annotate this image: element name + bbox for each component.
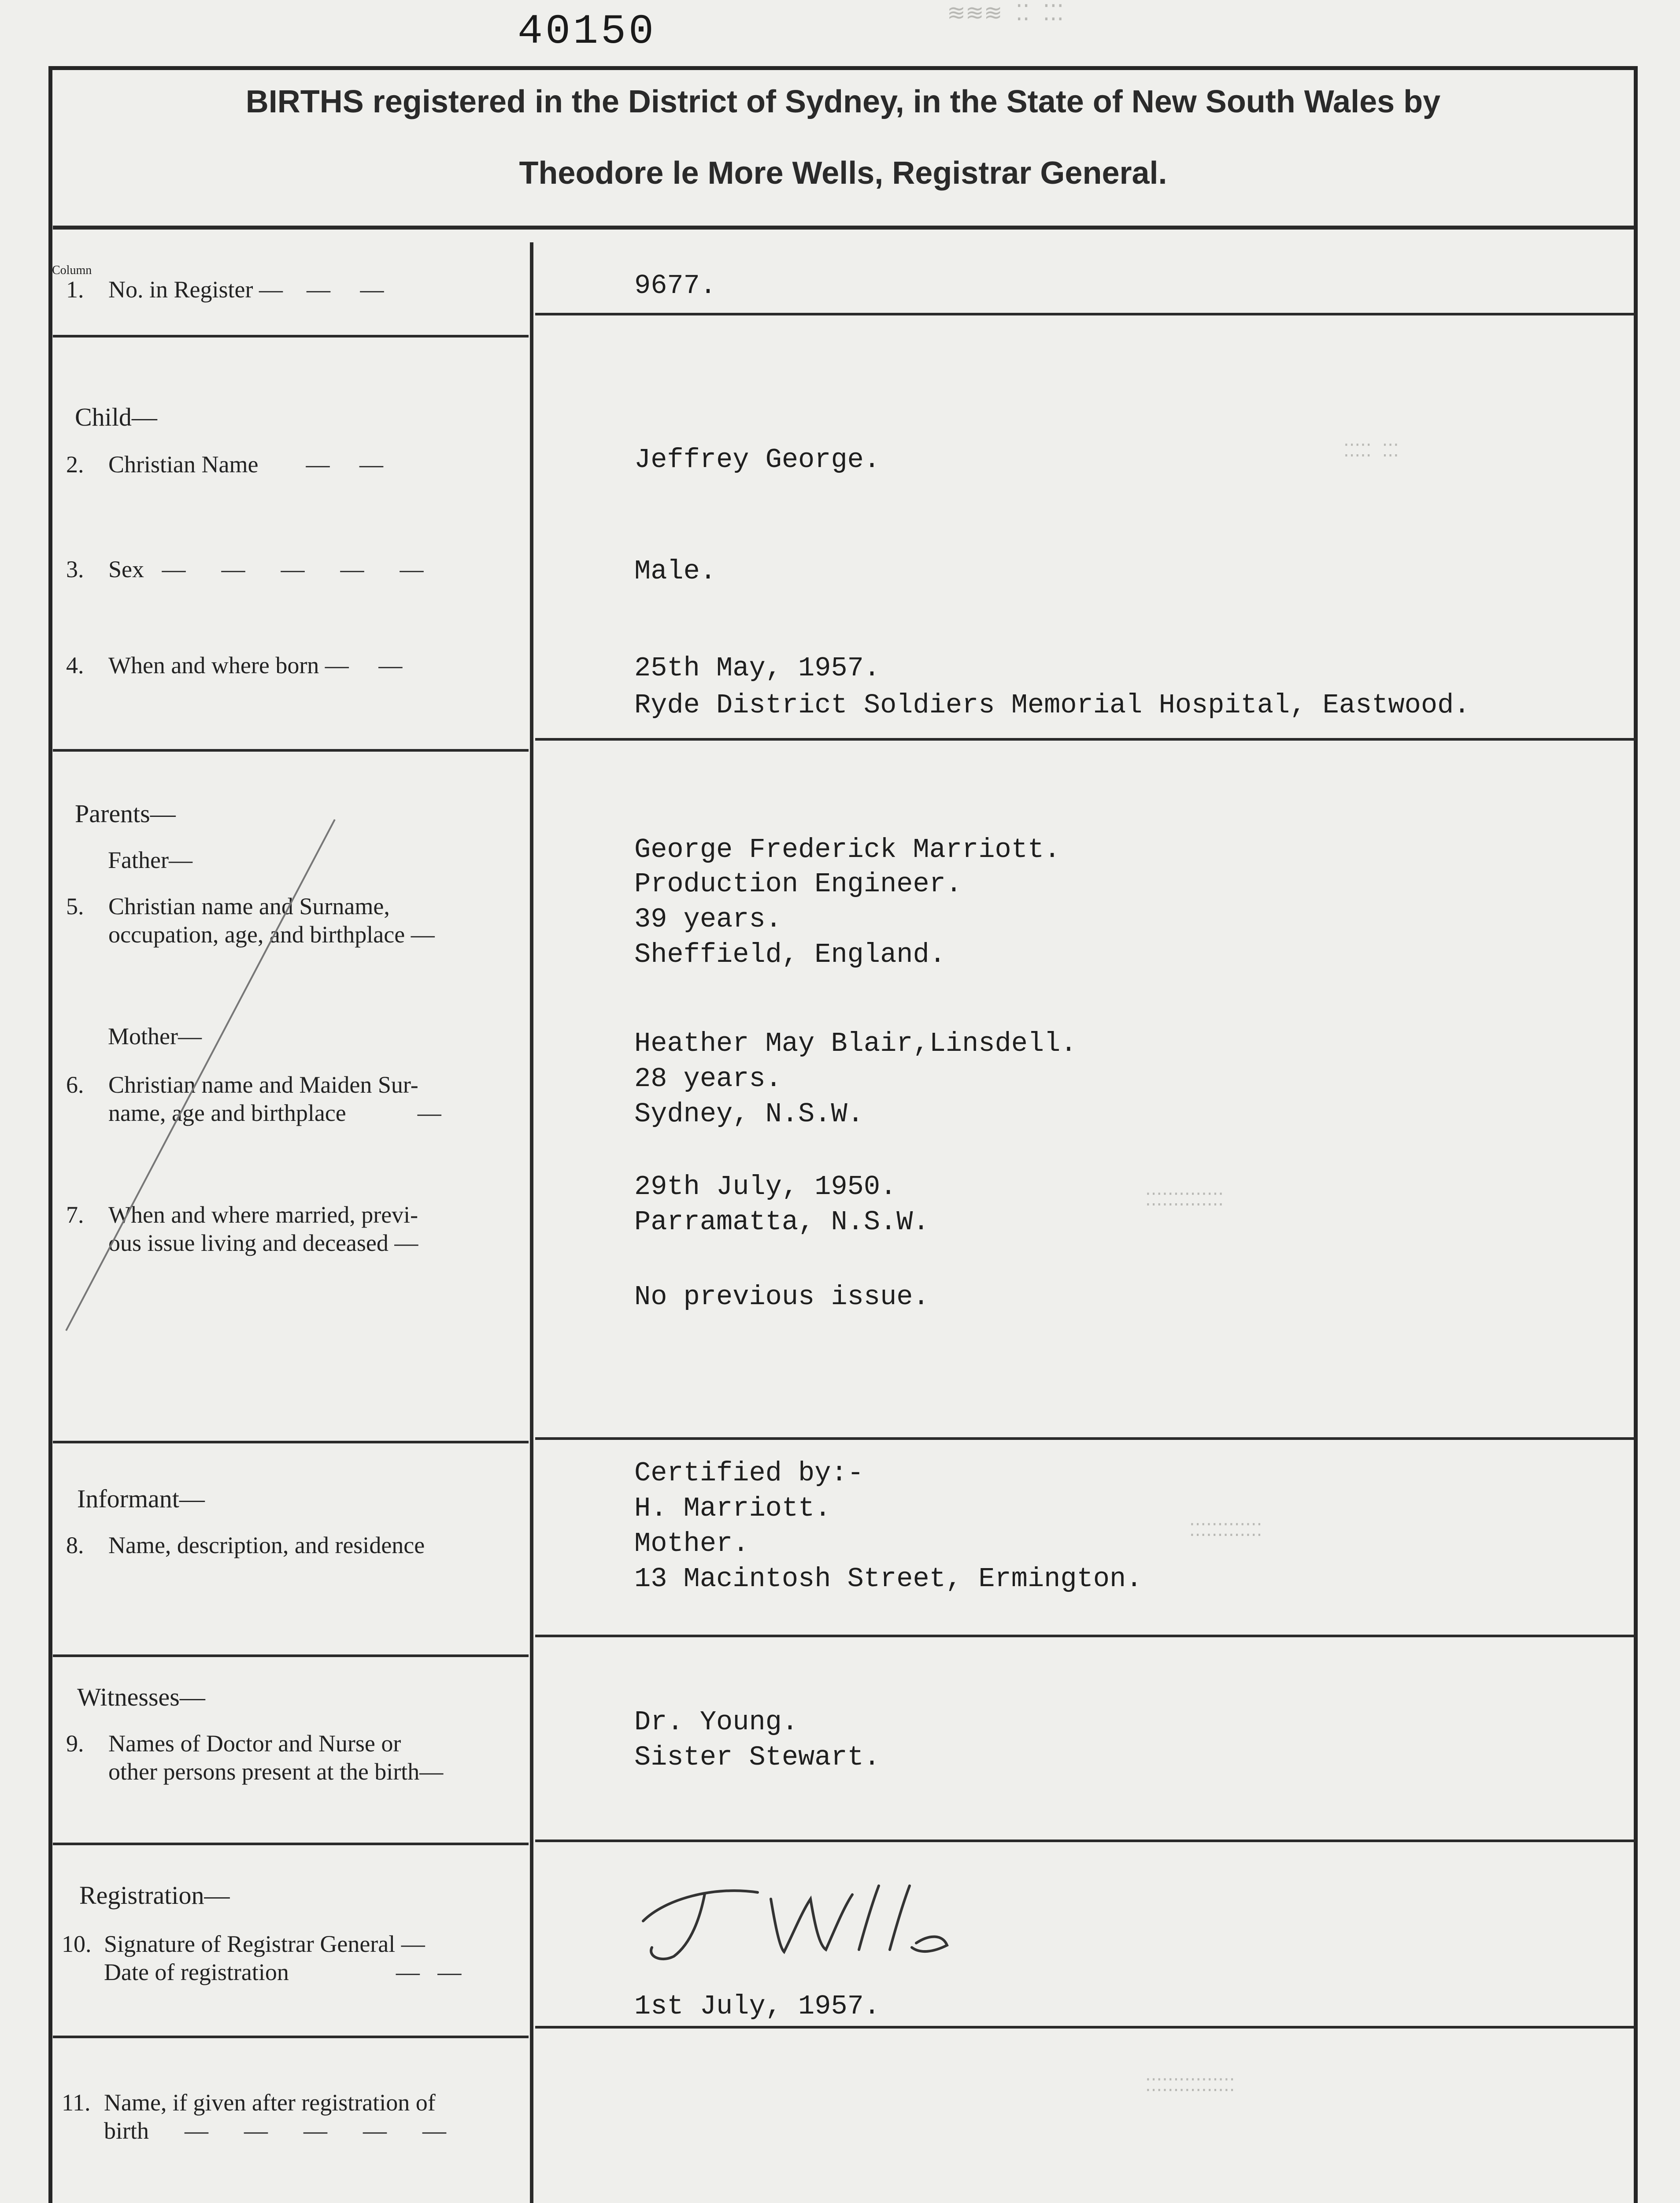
row-divider xyxy=(53,1654,529,1657)
mother-heading: Mother— xyxy=(108,1023,202,1050)
mother-age: 28 years. xyxy=(634,1063,782,1094)
row-divider xyxy=(535,1635,1636,1637)
father-name: George Frederick Marriott. xyxy=(634,834,1061,865)
informant-certified: Certified by:- xyxy=(634,1458,864,1489)
row-divider xyxy=(535,1437,1636,1440)
faint-mark: ⁚⁚⁚⁚⁚⁚⁚⁚⁚⁚⁚⁚⁚⁚ xyxy=(1145,1191,1224,1211)
faint-mark: ⁚⁚⁚⁚⁚⁚⁚⁚⁚⁚⁚⁚⁚ xyxy=(1189,1522,1262,1542)
mother-name: Heather May Blair,Linsdell. xyxy=(634,1028,1077,1059)
header-line-1: BIRTHS registered in the District of Sydney, in the State of New South Wales by xyxy=(245,84,1441,119)
field-3-value: Male. xyxy=(634,556,717,587)
field-4-value-date: 25th May, 1957. xyxy=(634,653,881,684)
marriage-date: 29th July, 1950. xyxy=(634,1171,897,1202)
father-occupation: Production Engineer. xyxy=(634,868,962,900)
field-9-label: 9. Names of Doctor and Nurse or other persons present at the birth— xyxy=(66,1730,444,1785)
header-divider xyxy=(53,226,1634,230)
row-divider xyxy=(53,1843,529,1845)
row-divider xyxy=(53,335,529,337)
row-divider xyxy=(535,2026,1636,2029)
field-8-label: 8. Name, description, and residence xyxy=(66,1532,425,1558)
father-heading: Father— xyxy=(108,847,192,873)
field-6-label: 6. Christian name and Maiden Sur- name, age and birthplace — xyxy=(66,1072,441,1126)
faint-mark: ⁚⁚⁚⁚⁚⁚⁚⁚⁚⁚⁚⁚⁚⁚⁚⁚ xyxy=(1145,2077,1235,2097)
row-divider xyxy=(53,749,529,752)
column-caption: Column xyxy=(52,263,92,277)
field-3-label: 3. Sex — — — — — xyxy=(66,556,424,582)
field-7-label: 7. When and where married, previ- ous issue living and deceased — xyxy=(66,1202,418,1256)
cancel-stroke xyxy=(53,811,361,1339)
row-divider xyxy=(535,738,1636,741)
registrar-general-signature xyxy=(625,1868,987,1974)
marriage-place: Parramatta, N.S.W. xyxy=(634,1206,929,1238)
field-5-label: 5. Christian name and Surname, occupation, age, and birthplace — xyxy=(66,893,435,948)
row-divider xyxy=(53,1441,529,1443)
father-age: 39 years. xyxy=(634,904,782,935)
informant-description: Mother. xyxy=(634,1528,749,1559)
child-heading: Child— xyxy=(75,403,157,431)
field-4-value-place: Ryde District Soldiers Memorial Hospital, Eastwood. xyxy=(634,690,1470,721)
informant-heading: Informant— xyxy=(77,1484,205,1513)
faint-mark: ⁚⁚⁚⁚⁚ ⁚⁚⁚ xyxy=(1343,442,1399,462)
previous-issue: No previous issue. xyxy=(634,1281,929,1313)
registration-date: 1st July, 1957. xyxy=(634,1991,881,2022)
faint-stamp-mark: ≋≋≋ ⁚⁚ ⁚⁚⁚ xyxy=(947,2,1064,27)
informant-residence: 13 Macintosh Street, Ermington. xyxy=(634,1563,1143,1595)
column-divider xyxy=(530,242,533,2203)
field-4-label: 4. When and where born — — xyxy=(66,652,403,679)
mother-birthplace: Sydney, N.S.W. xyxy=(634,1098,864,1130)
parents-heading: Parents— xyxy=(75,799,176,828)
header-line-2: Theodore le More Wells, Registrar General. xyxy=(519,156,1167,191)
registration-heading: Registration— xyxy=(79,1881,230,1910)
field-10-label: 10. Signature of Registrar General — Date of registration — — xyxy=(62,1931,462,1985)
row-divider xyxy=(535,1840,1636,1842)
informant-name: H. Marriott. xyxy=(634,1493,831,1524)
father-birthplace: Sheffield, England. xyxy=(634,939,946,970)
field-1-value: 9677. xyxy=(634,270,717,301)
row-divider xyxy=(535,313,1636,315)
field-1-label: 1. No. in Register — — — xyxy=(66,276,384,303)
serial-number: 40150 xyxy=(518,8,657,56)
row-divider xyxy=(53,2036,529,2038)
witness-nurse: Sister Stewart. xyxy=(634,1742,881,1773)
field-2-value: Jeffrey George. xyxy=(634,444,881,475)
field-2-label: 2. Christian Name — — xyxy=(66,451,383,478)
witnesses-heading: Witnesses— xyxy=(77,1683,205,1711)
witness-doctor: Dr. Young. xyxy=(634,1706,799,1738)
field-11-label: 11. Name, if given after registration of birth — — — — — xyxy=(62,2089,446,2144)
